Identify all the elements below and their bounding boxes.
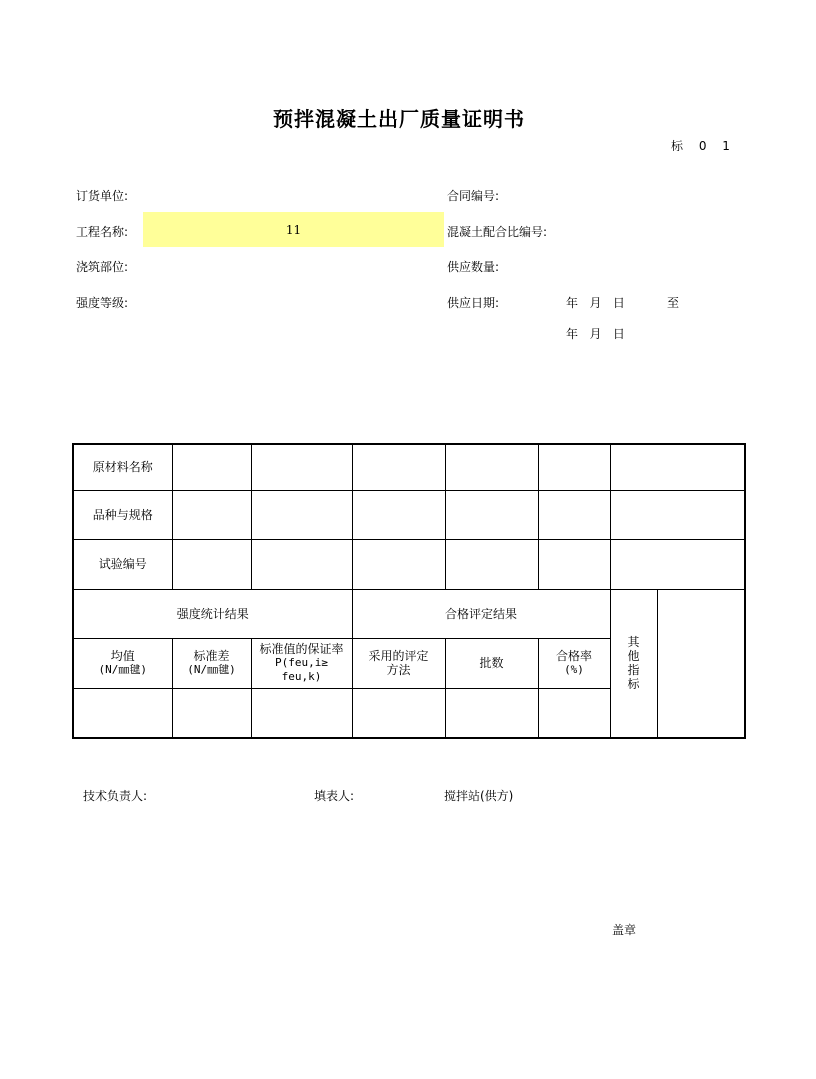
form-code: 标 0 1 [671,139,736,153]
project-name-label: 工程名称: [76,225,129,239]
table-cell[interactable] [445,539,538,589]
method-label: 采用的评定 [368,649,429,663]
mix-no-label: 混凝土配合比编号: [447,225,548,239]
strength-stats-header: 强度统计结果 [73,589,352,638]
table-cell[interactable] [251,539,352,589]
seal-label: 盖章 [612,923,637,937]
table-cell[interactable] [251,490,352,539]
qualification-header: 合格评定结果 [352,589,610,638]
guarantee-value[interactable] [251,688,352,738]
table-cell[interactable] [172,539,251,589]
other-indicators-header: 其 他 指 标 [610,589,657,738]
supply-qty-label: 供应数量: [447,260,500,274]
tech-lead-label: 技术负责人: [83,789,148,803]
mean-header [73,638,172,688]
std-unit: (N/㎜毽) [187,663,236,676]
date-from: 年 月 日 [566,296,625,310]
table-cell[interactable] [445,490,538,539]
method-label-2: 方法 [386,663,411,677]
mean-unit: (N/㎜毽) [98,663,147,676]
test-no-label: 试验编号 [73,539,172,589]
method-value[interactable] [352,688,445,738]
other-indicators-value[interactable] [657,589,745,738]
pass-rate-label: 合格率 [555,649,592,663]
guarantee-formula-2: feu,k) [281,670,322,683]
pass-rate-value[interactable] [538,688,610,738]
station-label: 搅拌站(供方) [444,789,514,803]
guarantee-label: 标准值的保证率 [259,642,344,656]
table-cell[interactable] [445,444,538,490]
table-cell[interactable] [610,490,745,539]
document-title: 预拌混凝土出厂质量证明书 [273,107,525,131]
table-cell[interactable] [251,444,352,490]
table-cell[interactable] [538,539,610,589]
date-to: 年 月 日 [566,327,625,341]
table-cell[interactable] [172,490,251,539]
pass-rate-header [538,638,610,688]
table-cell[interactable] [352,444,445,490]
mean-label: 均值 [110,649,135,663]
std-header [172,638,251,688]
table-row [73,589,745,638]
guarantee-header [251,638,352,688]
supply-date-label: 供应日期: [447,296,500,310]
raw-material-label: 原材料名称 [73,444,172,490]
table-cell[interactable] [538,490,610,539]
strength-grade-label: 强度等级: [76,296,129,310]
batch-header: 批数 [445,638,538,688]
variety-spec-label: 品种与规格 [73,490,172,539]
table-cell[interactable] [352,490,445,539]
guarantee-formula-1: P(feu,i≥ [275,656,328,669]
project-name-value-cell[interactable] [143,212,444,247]
pass-rate-unit: (%) [564,663,584,676]
contract-no-label: 合同编号: [447,189,500,203]
std-value[interactable] [172,688,251,738]
table-cell[interactable] [610,444,745,490]
table-cell[interactable] [610,539,745,589]
table-row [73,444,745,490]
quality-table [72,443,746,739]
pour-location-label: 浇筑部位: [76,260,129,274]
batch-value[interactable] [445,688,538,738]
table-cell[interactable] [538,444,610,490]
table-row [73,490,745,539]
mean-value[interactable] [73,688,172,738]
project-name-value: 11 [285,222,302,237]
std-label: 标准差 [193,649,230,663]
table-row [73,539,745,589]
filler-label: 填表人: [314,789,355,803]
order-unit-label: 订货单位: [76,189,129,203]
table-cell[interactable] [172,444,251,490]
date-to-word: 至 [667,296,680,310]
method-header [352,638,445,688]
table-cell[interactable] [352,539,445,589]
